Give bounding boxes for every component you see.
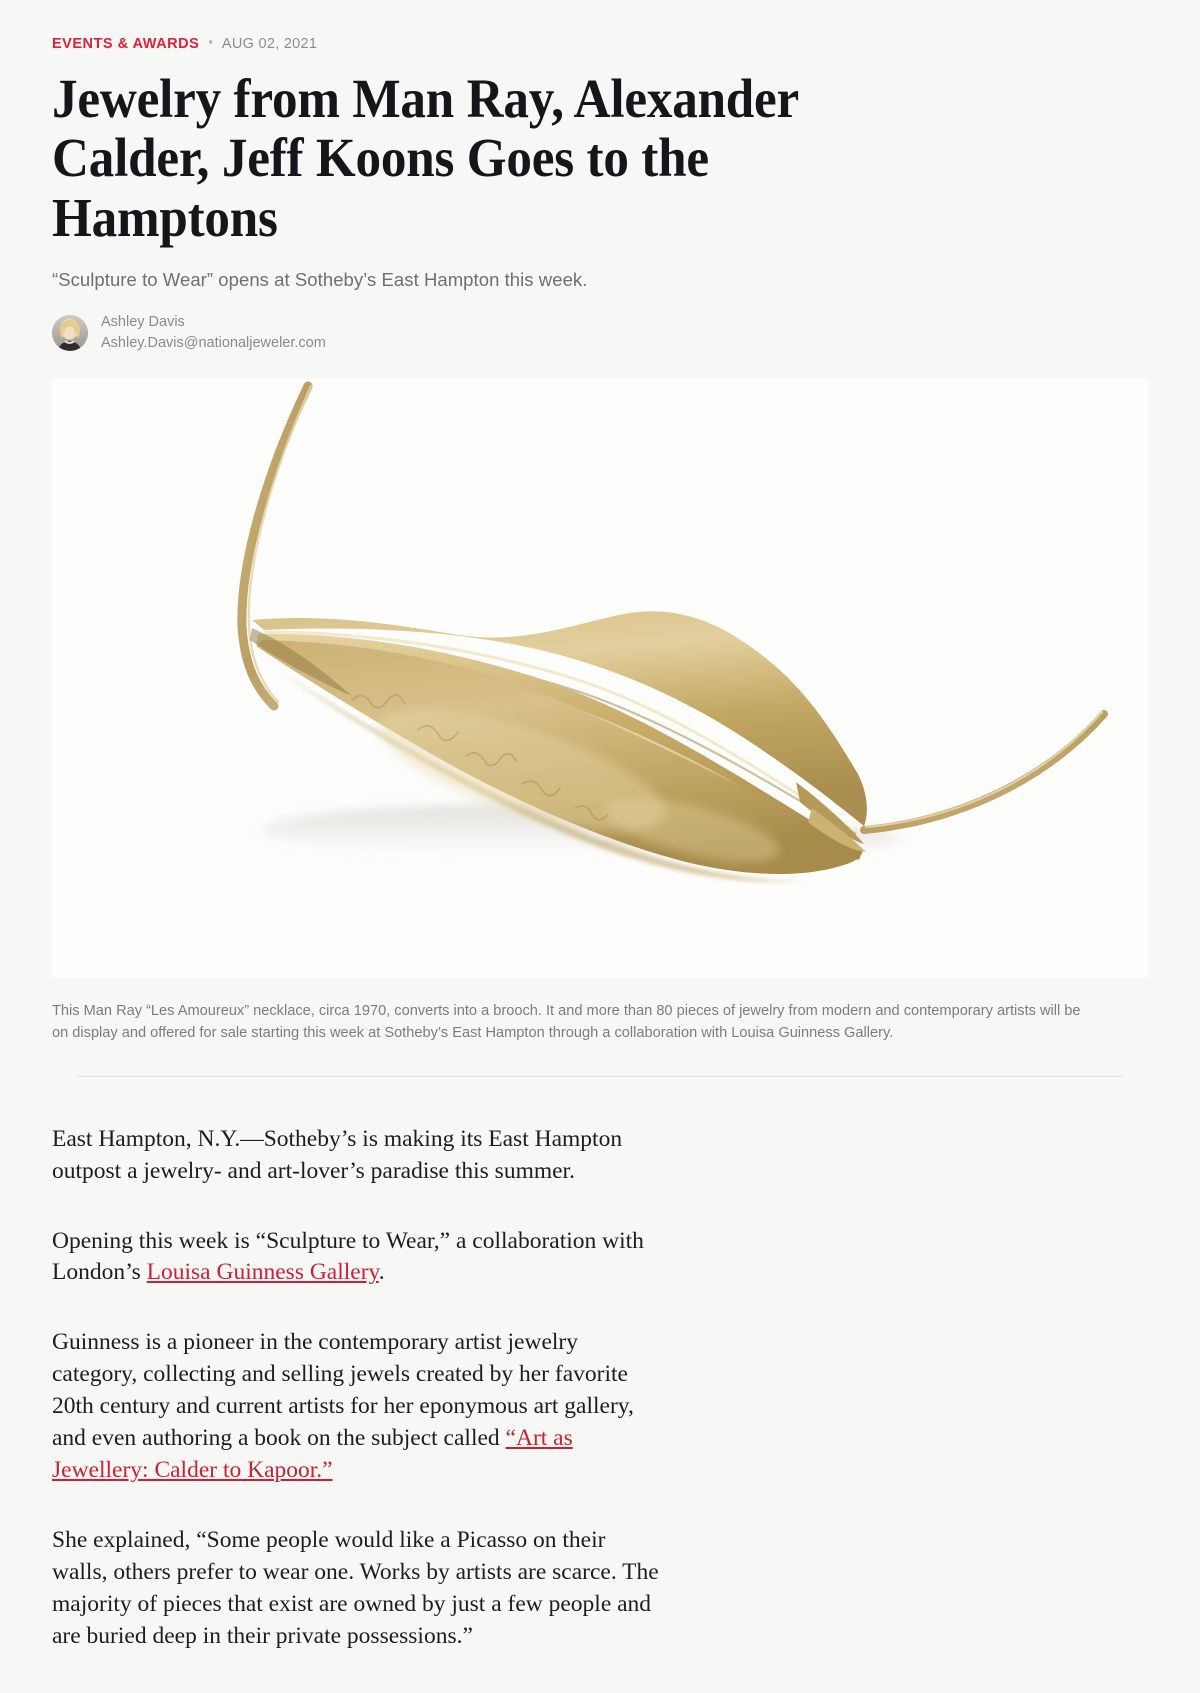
paragraph-3 xyxy=(52,1327,666,1487)
body-text: She explained, “Some people would like a Picasso on their walls, others prefer to wear one. Works by artists are scarce. The majority of pieces that exist are owned by just a few people and are buried deep in their private possessions.” xyxy=(52,1527,659,1650)
body-text: . xyxy=(378,1259,385,1286)
article-body xyxy=(52,1124,666,1653)
page-title: Jewelry from Man Ray, Alexander Calder, Jeff Koons Goes to the Hamptons xyxy=(52,68,799,248)
separator-dot-icon: ▪ xyxy=(208,33,213,49)
image-caption: This Man Ray “Les Amoureux” necklace, circa 1970, converts into a brooch. It and more than 80 pieces of jewelry from modern and contemporary artists will be on display and offered for sale starting this week at Sotheby’s East Hampton through a collaboration with Louisa Guinness Gallery. xyxy=(52,1003,1081,1042)
byline-text xyxy=(101,313,326,352)
publish-date: AUG 02, 2021 xyxy=(221,36,318,52)
body-text: Guinness is a pioneer in the contemporary artist jewelry category, collecting and selling jewels created by her favorite 20th century and current artists for her eponymous art gallery, and even authoring a book on the subject called xyxy=(52,1329,634,1452)
body-link[interactable]: “Art as Jewellery: Calder to Kapoor.” xyxy=(52,1425,573,1484)
hero-image xyxy=(52,378,1148,978)
paragraph-2 xyxy=(52,1226,666,1290)
paragraph-4 xyxy=(52,1525,666,1653)
article-kicker xyxy=(52,0,1148,55)
author-name[interactable]: Ashley Davis xyxy=(101,314,185,331)
divider xyxy=(78,1076,1123,1077)
body-text: East Hampton, N.Y.—Sotheby’s is making its East Hampton outpost a jewelry- and art-lover’s paradise this summer. xyxy=(52,1125,623,1184)
avatar xyxy=(52,315,88,351)
author-email[interactable]: Ashley.Davis@nationaljeweler.com xyxy=(101,334,326,351)
body-link[interactable]: Louisa Guinness Gallery xyxy=(146,1259,379,1286)
article-deck: “Sculpture to Wear” opens at Sotheby’s East Hampton this week. xyxy=(52,269,588,291)
body-text: Opening this week is “Sculpture to Wear,” a collaboration with London’s xyxy=(52,1227,644,1286)
byline xyxy=(52,313,1148,352)
category-label[interactable]: EVENTS & AWARDS xyxy=(52,36,200,52)
paragraph-1 xyxy=(52,1124,666,1188)
